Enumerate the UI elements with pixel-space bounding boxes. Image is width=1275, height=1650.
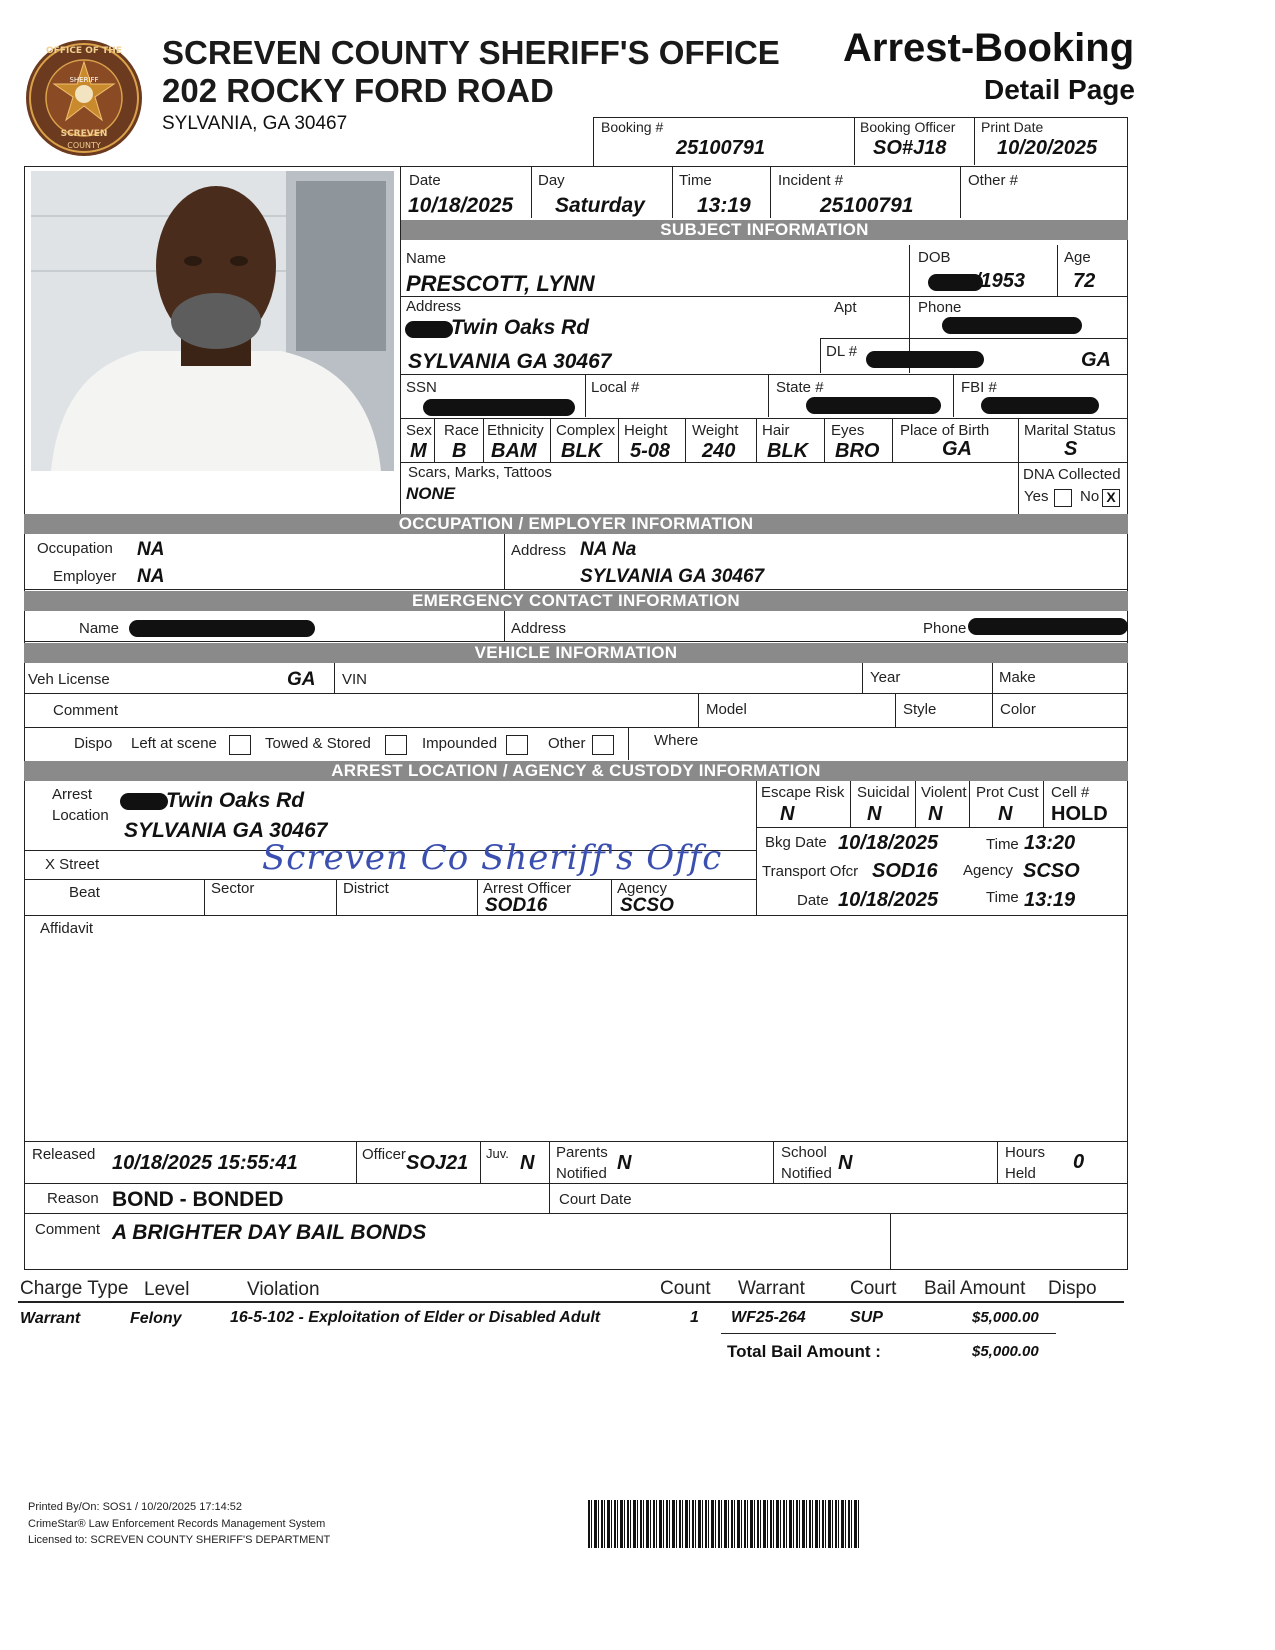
release-officer: SOJ21 (406, 1152, 469, 1174)
release-comment: A BRIGHTER DAY BAIL BONDS (112, 1221, 427, 1244)
affidavit-label: Affidavit (40, 920, 94, 937)
local-no-label: Local # (591, 379, 640, 396)
veh-license-label: Veh License (28, 671, 110, 688)
juv-label: Juv. (486, 1146, 509, 1161)
event-day: Saturday (555, 194, 645, 217)
dispo-label: Dispo (74, 735, 113, 752)
address-label: Address (406, 298, 462, 315)
arrest-agency: SCSO (620, 895, 674, 916)
court-date-label: Court Date (559, 1191, 632, 1208)
release-reason: BOND - BONDED (112, 1188, 284, 1211)
printed-by: Printed By/On: SOS1 / 10/20/2025 17:14:52 (28, 1501, 243, 1513)
complexion: BLK (561, 440, 603, 462)
arrest-officer: SOD16 (485, 895, 548, 916)
violent: N (928, 803, 943, 825)
towed-checkbox[interactable] (385, 735, 407, 755)
reason-label: Reason (47, 1190, 99, 1207)
charge-bail: $5,000.00 (972, 1309, 1039, 1326)
age: 72 (1073, 270, 1096, 292)
agency-street: 202 ROCKY FORD ROAD (162, 72, 554, 109)
arrest-location-label-2: Location (52, 807, 109, 824)
smt: NONE (406, 484, 456, 503)
make-label: Make (999, 669, 1036, 686)
total-bail: $5,000.00 (972, 1343, 1039, 1360)
ethnicity: BAM (491, 440, 537, 462)
juv: N (520, 1152, 535, 1174)
escape-risk: N (780, 803, 795, 825)
print-date: 10/20/2025 (997, 137, 1098, 159)
transport-ofcr-label: Transport Ofcr (762, 863, 859, 880)
cell-label: Cell # (1051, 784, 1090, 801)
veh-comment-label: Comment (53, 702, 119, 719)
occupation-bar: OCCUPATION / EMPLOYER INFORMATION (24, 514, 1128, 534)
dl-redaction (866, 351, 984, 368)
dna-no-checkbox[interactable]: X (1102, 489, 1120, 507)
apt-label: Apt (834, 299, 857, 316)
parents-label-2: Notified (556, 1165, 607, 1182)
model-label: Model (706, 701, 747, 718)
booking-officer-label: Booking Officer (860, 119, 956, 135)
district-label: District (343, 880, 389, 897)
x-street-label: X Street (45, 856, 100, 873)
other-no-label: Other # (968, 172, 1019, 189)
eyes: BRO (835, 440, 880, 462)
vehicle-bar: VEHICLE INFORMATION (24, 643, 1128, 663)
age-label: Age (1064, 249, 1091, 266)
doc-subtitle: Detail Page (984, 74, 1135, 105)
ssn-redaction (423, 399, 575, 416)
emergency-bar: EMERGENCY CONTACT INFORMATION (24, 591, 1128, 611)
booking-no: 25100791 (676, 137, 765, 159)
agency-name: SCREVEN COUNTY SHERIFF'S OFFICE (162, 34, 780, 71)
impounded-checkbox[interactable] (506, 735, 528, 755)
booking-officer: SO#J18 (873, 137, 947, 159)
x-street-handwritten: Screven Co Sheriff's Offc (262, 838, 723, 878)
where-label: Where (654, 732, 699, 749)
arrest-location-line2: SYLVANIA GA 30467 (124, 819, 328, 842)
occupation-label: Occupation (37, 540, 113, 557)
height: 5-08 (630, 440, 671, 462)
emergency-name-redaction (129, 620, 315, 637)
smt-label: Scars, Marks, Tattoos (408, 464, 552, 481)
prot-cust-label: Prot Cust (976, 784, 1039, 801)
school-notified: N (838, 1152, 853, 1174)
fbi-no-redaction (981, 397, 1099, 414)
print-date-label: Print Date (981, 119, 1044, 135)
event-date-label: Date (409, 172, 441, 189)
total-bail-label: Total Bail Amount : (727, 1342, 881, 1361)
left-at-scene-checkbox[interactable] (229, 735, 251, 755)
prot-cust: N (998, 803, 1013, 825)
charge-count: 1 (690, 1309, 699, 1326)
bkg-date-label: Bkg Date (765, 834, 827, 851)
hours-label-2: Held (1005, 1165, 1036, 1182)
event-time: 13:19 (697, 194, 751, 217)
hair-label: Hair (762, 422, 790, 439)
subject-photo (31, 171, 394, 471)
school-label-1: School (781, 1144, 827, 1161)
count-header: Count (660, 1278, 711, 1299)
dna-yes-label: Yes (1024, 488, 1049, 505)
dna-no-label: No (1080, 488, 1100, 505)
released: 10/18/2025 15:55:41 (112, 1152, 298, 1174)
employer-label: Employer (53, 568, 117, 585)
dna-yes-checkbox[interactable] (1054, 489, 1072, 507)
court-header: Court (850, 1278, 897, 1299)
bkg-time: 13:20 (1024, 832, 1076, 854)
state-no-label: State # (776, 379, 824, 396)
emergency-address-label: Address (511, 620, 567, 637)
event-time-label: Time (679, 172, 712, 189)
charge-level: Felony (130, 1310, 182, 1327)
released-label: Released (32, 1146, 96, 1163)
race-label: Race (444, 422, 480, 439)
transport-ofcr: SOD16 (872, 860, 938, 882)
house-number-redaction (405, 321, 453, 338)
arrest-officer-label: Arrest Officer (483, 880, 572, 897)
phone-label: Phone (918, 299, 962, 316)
doc-title: Arrest-Booking (843, 26, 1135, 70)
emergency-phone-redaction (968, 618, 1128, 635)
ethnicity-label: Ethnicity (487, 422, 544, 439)
release-comment-label: Comment (35, 1221, 101, 1238)
occupation: NA (137, 539, 165, 560)
marital-status: S (1064, 438, 1078, 460)
event-day-label: Day (538, 172, 565, 189)
sector-label: Sector (211, 880, 255, 897)
warrant-header: Warrant (738, 1278, 805, 1299)
subject-info-bar: SUBJECT INFORMATION (401, 220, 1128, 240)
svg-text:SCREVEN: SCREVEN (60, 129, 108, 139)
svg-text:OFFICE OF THE: OFFICE OF THE (46, 46, 122, 56)
school-label-2: Notified (781, 1165, 832, 1182)
svg-text:SHERIFF: SHERIFF (69, 76, 99, 84)
emergency-name-label: Name (79, 620, 120, 637)
bkg-time-label: Time (986, 836, 1019, 853)
address-line1: Twin Oaks Rd (451, 316, 590, 339)
weight: 240 (702, 440, 736, 462)
dob: /1953 (975, 270, 1026, 292)
arrest-bar: ARREST LOCATION / AGENCY & CUSTODY INFORMATION (24, 761, 1128, 781)
arrest-agency-label: Agency (617, 880, 668, 897)
barcode (588, 1500, 860, 1548)
address-line2: SYLVANIA GA 30467 (408, 350, 612, 373)
name-label: Name (406, 250, 447, 267)
veh-license-state: GA (287, 669, 316, 690)
charge-violation: 16-5-102 - Exploitation of Elder or Disabled Adult (230, 1309, 601, 1326)
system-name: CrimeStar® Law Enforcement Records Management System (28, 1518, 326, 1530)
state-no-redaction (806, 397, 941, 414)
subject-name: PRESCOTT, LYNN (406, 271, 595, 296)
dob-label: DOB (918, 249, 951, 266)
eyes-label: Eyes (831, 422, 865, 439)
arrest-date: 10/18/2025 (838, 889, 939, 911)
arrest-location-line1: Twin Oaks Rd (166, 789, 305, 812)
left-at-scene-label: Left at scene (131, 735, 217, 752)
transport-agency-label: Agency (963, 862, 1014, 879)
bail-header: Bail Amount (924, 1278, 1026, 1299)
color-label: Color (1000, 701, 1036, 718)
release-officer-label: Officer (362, 1146, 406, 1163)
arrest-date-label: Date (797, 892, 829, 909)
pob-label: Place of Birth (900, 422, 990, 439)
arrest-time-label: Time (986, 889, 1019, 906)
towed-label: Towed & Stored (265, 735, 371, 752)
event-date: 10/18/2025 (408, 194, 514, 217)
employer-address-line2: SYLVANIA GA 30467 (580, 566, 765, 587)
dna-label: DNA Collected (1023, 466, 1121, 483)
escape-risk-label: Escape Risk (761, 784, 845, 801)
incident-label: Incident # (778, 172, 844, 189)
employer-address-label: Address (511, 542, 567, 559)
suicidal: N (867, 803, 882, 825)
year-label: Year (870, 669, 901, 686)
hours-held: 0 (1073, 1151, 1085, 1173)
race: B (452, 440, 467, 462)
ssn-label: SSN (406, 379, 437, 396)
level-header: Level (144, 1279, 190, 1300)
vin-label: VIN (342, 671, 368, 688)
bkg-date: 10/18/2025 (838, 832, 939, 854)
charge-warrant: WF25-264 (731, 1309, 806, 1326)
other-dispo-label: Other (548, 735, 586, 752)
violent-label: Violent (921, 784, 967, 801)
suicidal-label: Suicidal (857, 784, 910, 801)
marital-label: Marital Status (1024, 422, 1116, 439)
cell: HOLD (1051, 803, 1108, 825)
other-dispo-checkbox[interactable] (592, 735, 614, 755)
sex: M (410, 440, 427, 462)
agency-city: SYLVANIA, GA 30467 (162, 113, 348, 134)
emergency-phone-label: Phone (923, 620, 967, 637)
dl-state: GA (1081, 349, 1111, 371)
booking-no-label: Booking # (601, 119, 664, 135)
employer: NA (137, 566, 165, 587)
complex-label: Complex (556, 422, 616, 439)
charge-type-header: Charge Type (20, 1278, 129, 1299)
charge-type: Warrant (20, 1310, 81, 1327)
sheriff-seal (24, 38, 144, 158)
violation-header: Violation (247, 1279, 320, 1300)
hair: BLK (767, 440, 809, 462)
licensed-to: Licensed to: SCREVEN COUNTY SHERIFF'S DEPARTMENT (28, 1534, 331, 1546)
hours-label-1: Hours (1005, 1144, 1046, 1161)
impounded-label: Impounded (422, 735, 498, 752)
phone-redaction (942, 317, 1082, 334)
dispo-header: Dispo (1048, 1278, 1097, 1299)
place-of-birth: GA (942, 438, 972, 460)
height-label: Height (624, 422, 668, 439)
beat-label: Beat (69, 884, 100, 901)
incident-no: 25100791 (820, 194, 914, 217)
arrest-location-label-1: Arrest (52, 786, 93, 803)
sex-label: Sex (406, 422, 432, 439)
parents-label-1: Parents (556, 1144, 608, 1161)
arrest-house-number-redaction (120, 793, 168, 810)
fbi-no-label: FBI # (961, 379, 997, 396)
style-label: Style (903, 701, 937, 718)
parents-notified: N (617, 1152, 632, 1174)
dl-label: DL # (826, 343, 858, 360)
svg-text:COUNTY: COUNTY (67, 141, 101, 150)
arrest-time: 13:19 (1024, 889, 1076, 911)
weight-label: Weight (692, 422, 739, 439)
charge-court: SUP (850, 1309, 883, 1326)
transport-agency: SCSO (1023, 860, 1080, 882)
employer-address-line1: NA Na (580, 539, 637, 560)
